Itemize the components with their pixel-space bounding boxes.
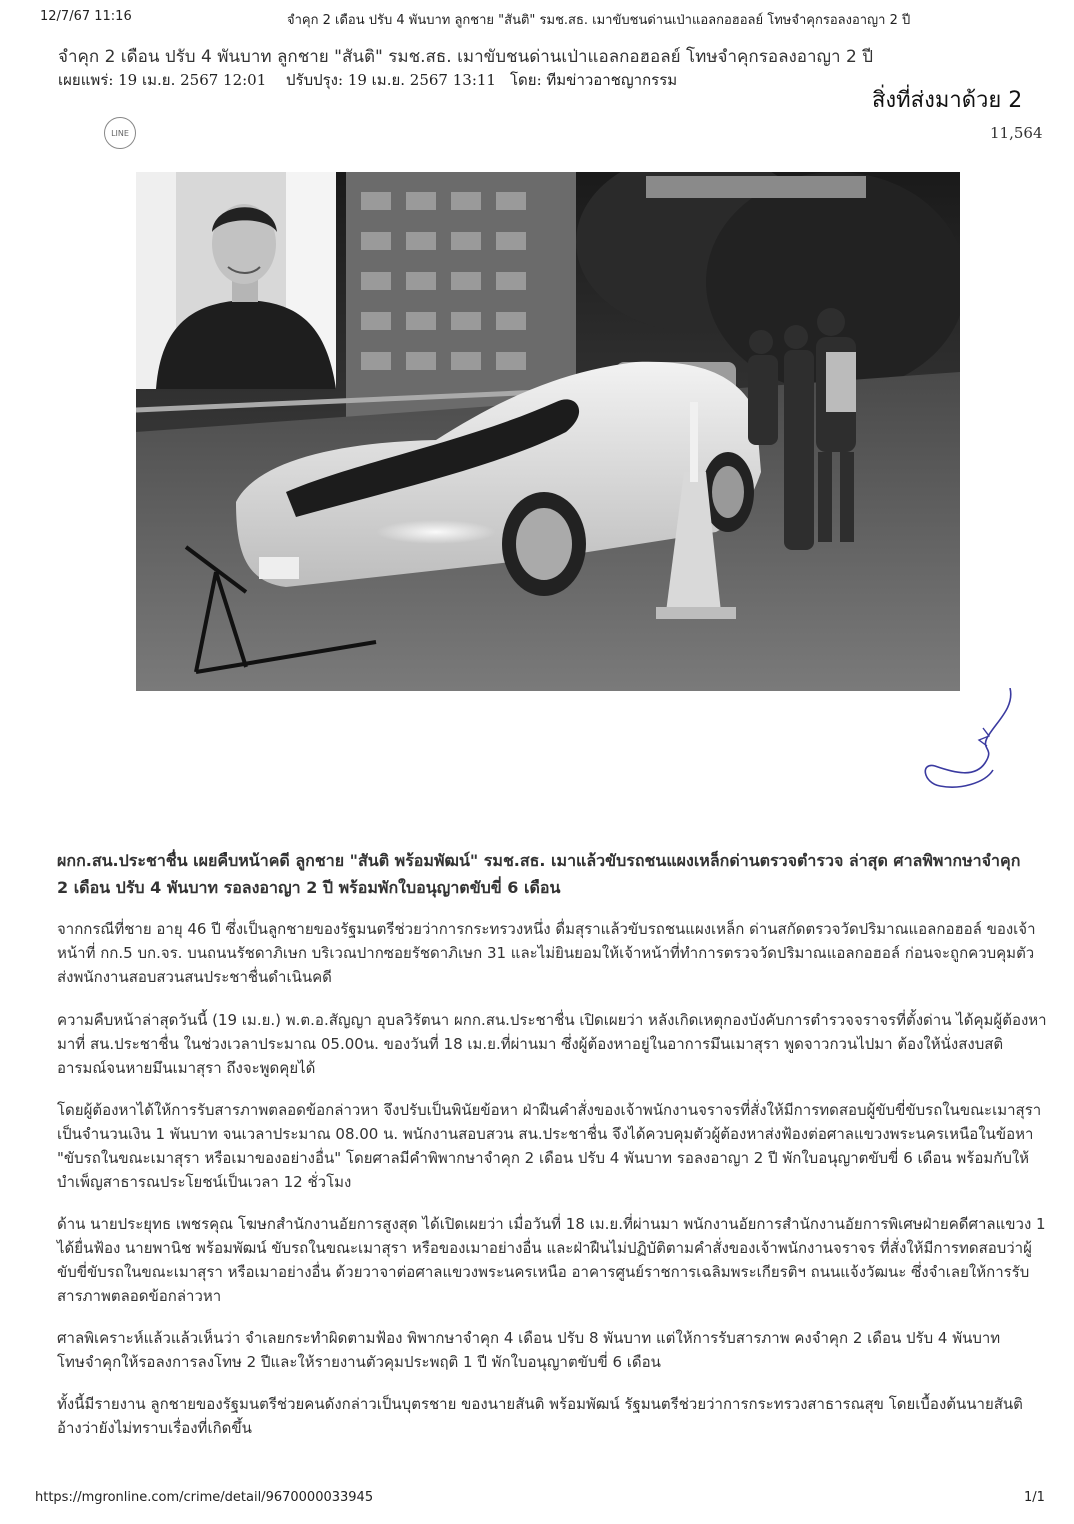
print-datetime: 12/7/67 11:16 xyxy=(40,9,132,24)
article-paragraph: ศาลพิเคราะห์แล้วแล้วเห็นว่า จำเลยกระทำผิดตามฟ้อง พิพากษาจำคุก 4 เดือน ปรับ 8 พันบาท แต่ให้การรับสารภาพ คงจำคุก 2 เดือน ปรับ 4 พันบาท โทษจำคุกให้รอลงการลงโทษ 2 ปีและให้รายงานตัวคุมประพฤติ 1 ปี พักใบอนุญาตขับขี่ 6 เดือน xyxy=(57,1329,1001,1371)
print-page-title: จำคุก 2 เดือน ปรับ 4 พันบาท ลูกชาย "สันติ" รมช.สธ. เมาขับชนด่านเป่าแอลกอฮอลย์ โทษจำคุกรอลงอาญา 2 ปี xyxy=(287,13,911,28)
article-paragraph: จากกรณีที่ชาย อายุ 46 ปี ซึ่งเป็นลูกชายของรัฐมนตรีช่วยว่าการกระทรวงหนึ่ง ดื่มสุราแล้วขับรถชนแผงเหล็ก ด่านสกัดตรวจวัดปริมาณแอลกอฮอล์ ของเจ้าหน้าที่ กก.5 บก.จร. บนถนนรัชดาภิเษก บริเวณปากซอยรัชดาภิเษก 31 และไม่ยินยอมให้เจ้าหน้าที่ทำการตรวจวัดปริมาณแอลกอฮอล์ ก่อนจะถูกควบคุมตัวส่งพนักงานสอบสวนสนประชาชื่นดำเนินคดี xyxy=(57,920,1036,986)
print-footer-page: 1/1 xyxy=(1024,1490,1045,1505)
update-date: ปรับปรุง: 19 เม.ย. 2567 13:11 xyxy=(286,71,496,89)
publish-date: เผยแพร่: 19 เม.ย. 2567 12:01 xyxy=(58,71,267,89)
attachment-stamp: สิ่งที่ส่งมาด้วย 2 xyxy=(872,88,1023,113)
handwritten-signature xyxy=(915,688,1025,798)
article-paragraph: ความคืบหน้าล่าสุดวันนี้ (19 เม.ย.) พ.ต.อ.สัญญา อุบลวิรัตนา ผกก.สน.ประชาชื่น เปิดเผยว่า หลังเกิดเหตุกองบังคับการตำรวจจราจรที่ตั้งด่าน ได้คุมผู้ต้องหามาที่ สน.ประชาชื่น ในช่วงเวลาประมาณ 05.00น. ของวันที่ 18 เม.ย.ที่ผ่านมา ซึ่งผู้ต้องหาอยู่ในอาการมึนเมาสุรา พูดจาวกวนไปมา ต้องให้นั่งสงบสติอารมณ์จนหายมึนเมาสุรา ถึงจะพูดคุยได้ xyxy=(57,1011,1047,1077)
article-author: โดย: ทีมข่าวอาชญากรรม xyxy=(510,71,678,89)
line-share-label: LINE xyxy=(111,128,129,138)
article-paragraph: ด้าน นายประยุทธ เพชรคุณ โฆษกสำนักงานอัยการสูงสุด ได้เปิดเผยว่า เมื่อวันที่ 18 เม.ย.ที่ผ่านมา พนักงานอัยการสำนักงานอัยการพิเศษฝ่ายคดีศาลแขวง 1 ได้ยื่นฟ้อง นายพานิช พร้อมพัฒน์ ขับรถในขณะเมาสุรา หรือของเมาอย่างอื่น และฝ่าฝืนไม่ปฏิบัติตามคำสั่งของเจ้าพนักงานจราจร ที่สั่งให้มีการทดสอบว่าผู้ขับขี่ขับรถในขณะเมาสุรา หรือเมาอย่างอื่น ด้วยวาจาต่อศาลแขวงพระนครเหนือ อาคารศูนย์ราชการเฉลิมพระเกียรติฯ ถนนแจ้งวัฒนะ ซึ่งจำเลยให้การรับสารภาพตลอดข้อกล่าวหา xyxy=(57,1215,1046,1305)
line-share-icon[interactable] xyxy=(104,117,136,149)
article-lead: ผกก.สน.ประชาชื่น เผยคืบหน้าคดี ลูกชาย "สันติ พร้อมพัฒน์" รมช.สธ. เมาแล้วขับรถชนแผงเหล็กด่านตรวจตำรวจ ล่าสุด ศาลพิพากษาจำคุก 2 เดือน ปรับ 4 พันบาท รอลงอาญา 2 ปี พร้อมพักใบอนุญาตขับขี่ 6 เดือน xyxy=(57,851,1021,897)
article-paragraph: โดยผู้ต้องหาได้ให้การรับสารภาพตลอดข้อกล่าวหา จึงปรับเป็นพินัยข้อหา ฝ่าฝืนคำสั่งของเจ้าพนักงานจราจรที่สั่งให้มีการทดสอบผู้ขับขี่ขับรถในขณะเมาสุรา เป็นจำนวนเงิน 1 พันบาท จนเวลาประมาณ 08.00 น. พนักงานสอบสวน สน.ประชาชื่น จึงได้ควบคุมตัวผู้ต้องหาส่งฟ้องต่อศาลแขวงพระนครเหนือในข้อหา "ขับรถในขณะเมาสุรา หรือเมาของอย่างอื่น" โดยศาลมีคำพิพากษาจำคุก 2 เดือน ปรับ 4 พันบาท รอลงอาญา 2 ปี พักใบอนุญาตขับขี่ 6 เดือน พร้อมกับให้บำเพ็ญสาธารณประโยชน์เป็นเวลา 12 ชั่วโมง xyxy=(57,1101,1042,1191)
portrait-inset xyxy=(136,172,336,389)
view-count: 11,564 xyxy=(990,124,1043,142)
article-headline: จำคุก 2 เดือน ปรับ 4 พันบาท ลูกชาย "สันติ" รมช.สธ. เมาขับชนด่านเป่าแอลกอฮอลย์ โทษจำคุกรอลงอาญา 2 ปี xyxy=(58,47,873,67)
article-paragraph: ทั้งนี้มีรายงาน ลูกชายของรัฐมนตรีช่วยคนดังกล่าวเป็นบุตรชาย ของนายสันติ พร้อมพัฒน์ รัฐมนตรีช่วยว่าการกระทรวงสาธารณสุข โดยเบื้องต้นนายสันติ อ้างว่ายังไม่ทราบเรื่องที่เกิดขึ้น xyxy=(57,1395,1023,1437)
print-footer-url: https://mgronline.com/crime/detail/9670000033945 xyxy=(35,1490,374,1505)
